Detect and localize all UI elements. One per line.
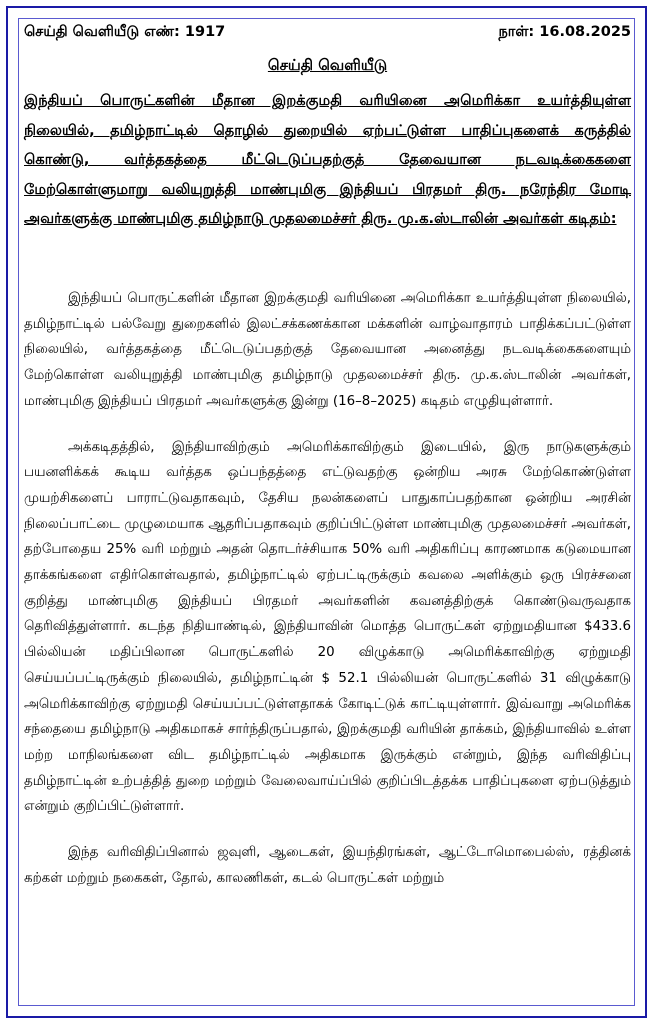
subject-heading: இந்தியப் பொருட்களின் மீதான இறக்குமதி வரியினை அமெரிக்கா உயர்த்தியுள்ள நிலையில், தமிழ்நாட்டில் தொழில் துறையில் ஏற்பட்டுள்ள பாதிப்புகளைக் கருத்தில் கொண்டு, வர்த்தகத்தை மீட்டெடுப்பதற்குத் தேவையான நடவடிக்கைகளை மேற்கொள்ளுமாறு வலியுறுத்தி மாண்புமிகு இந்தியப் பிரதமர் திரு. நரேந்திர மோடி அவர்களுக்கு மாண்புமிகு தமிழ்நாடு முதலமைச்சர் திரு. மு.க.ஸ்டாலின் அவர்கள் கடிதம்: <box>24 92 631 227</box>
paragraph-1: இந்தியப் பொருட்களின் மீதான இறக்குமதி வரியினை அமெரிக்கா உயர்த்தியுள்ள நிலையில், தமிழ்நாட்டில் பல்வேறு துறைகளில் இலட்சக்கணக்கான மக்களின் வாழ்வாதாரம் பாதிக்கப்பட்டுள்ள நிலையில், வர்த்தகத்தை மீட்டெடுப்பதற்குத் தேவையான அனைத்து நடவடிக்கைகளையும் மேற்கொள்ள வலியுறுத்தி மாண்புமிகு தமிழ்நாடு முதலமைச்சர் திரு. மு.க.ஸ்டாலின் அவர்கள், மாண்புமிகு இந்தியப் பிரதமர் அவர்களுக்கு இன்று (16–8–2025) கடிதம் எழுதியுள்ளார். <box>24 291 631 409</box>
paragraph-3: இந்த வரிவிதிப்பினால் ஜவுளி, ஆடைகள், இயந்திரங்கள், ஆட்டோமொபைல்ஸ், ரத்தினக் கற்கள் மற்றும் நகைகள், தோல், காலணிகள், கடல் பொருட்கள் மற்றும் <box>24 845 631 886</box>
release-number: செய்தி வெளியீடு எண்: 1917 <box>24 24 226 40</box>
header-row <box>24 24 631 42</box>
paragraph-2: அக்கடிதத்தில், இந்தியாவிற்கும் அமெரிக்காவிற்கும் இடையில், இரு நாடுகளுக்கும் பயனளிக்கக் கூடிய வர்த்தக ஒப்பந்தத்தை எட்டுவதற்கு ஒன்றிய அரசு மேற்கொண்டுள்ள முயற்சிகளைப் பாராட்டுவதாகவும், தேசிய நலன்களைப் பாதுகாப்பதற்கான ஒன்றிய அரசின் நிலைப்பாட்டை முழுமையாக ஆதரிப்பதாகவும் குறிப்பிட்டுள்ள மாண்புமிகு முதலமைச்சர் அவர்கள், தற்போதைய 25% வரி மற்றும் அதன் தொடர்ச்சியாக 50% வரி அதிகரிப்பு காரணமாக கடுமையான தாக்கங்களை எதிர்கொள்வதால், தமிழ்நாட்டில் ஏற்பட்டிருக்கும் கவலை அளிக்கும் ஒரு பிரச்சனை குறித்து மாண்புமிகு இந்தியப் பிரதமர் அவர்களின் கவனத்திற்குக் கொண்டுவருவதாக தெரிவித்துள்ளார். கடந்த நிதியாண்டில், இந்தியாவின் மொத்த பொருட்கள் ஏற்றுமதியான $433.6 பில்லியன் மதிப்பிலான பொருட்களில் 20 விழுக்காடு அமெரிக்காவிற்கு ஏற்றுமதி செய்யப்பட்டிருக்கும் நிலையில், தமிழ்நாட்டின் $ 52.1 பில்லியன் பொருட்களில் 31 விழுக்காடு அமெரிக்காவிற்கு ஏற்றுமதி செய்யப்பட்டுள்ளதாகக் கோடிட்டுக் காட்டியுள்ளார். இவ்வாறு அமெரிக்க சந்தையை தமிழ்நாடு அதிகமாகச் சார்ந்திருப்பதால், இறக்குமதி வரியின் தாக்கம், இந்தியாவில் உள்ள மற்ற மாநிலங்களை விட தமிழ்நாட்டில் அதிகமாக இருக்கும் என்றும், இந்த வரிவிதிப்பு தமிழ்நாட்டின் உற்பத்தித் துறை மற்றும் வேலைவாய்ப்பில் குறிப்பிடத்தக்க பாதிப்புகளை ஏற்படுத்தும் என்றும் குறிப்பிட்டுள்ளார். <box>24 439 631 815</box>
document-body <box>24 286 631 911</box>
release-date: நாள்: 16.08.2025 <box>498 24 631 40</box>
document-title: செய்தி வெளியீடு <box>267 56 388 74</box>
